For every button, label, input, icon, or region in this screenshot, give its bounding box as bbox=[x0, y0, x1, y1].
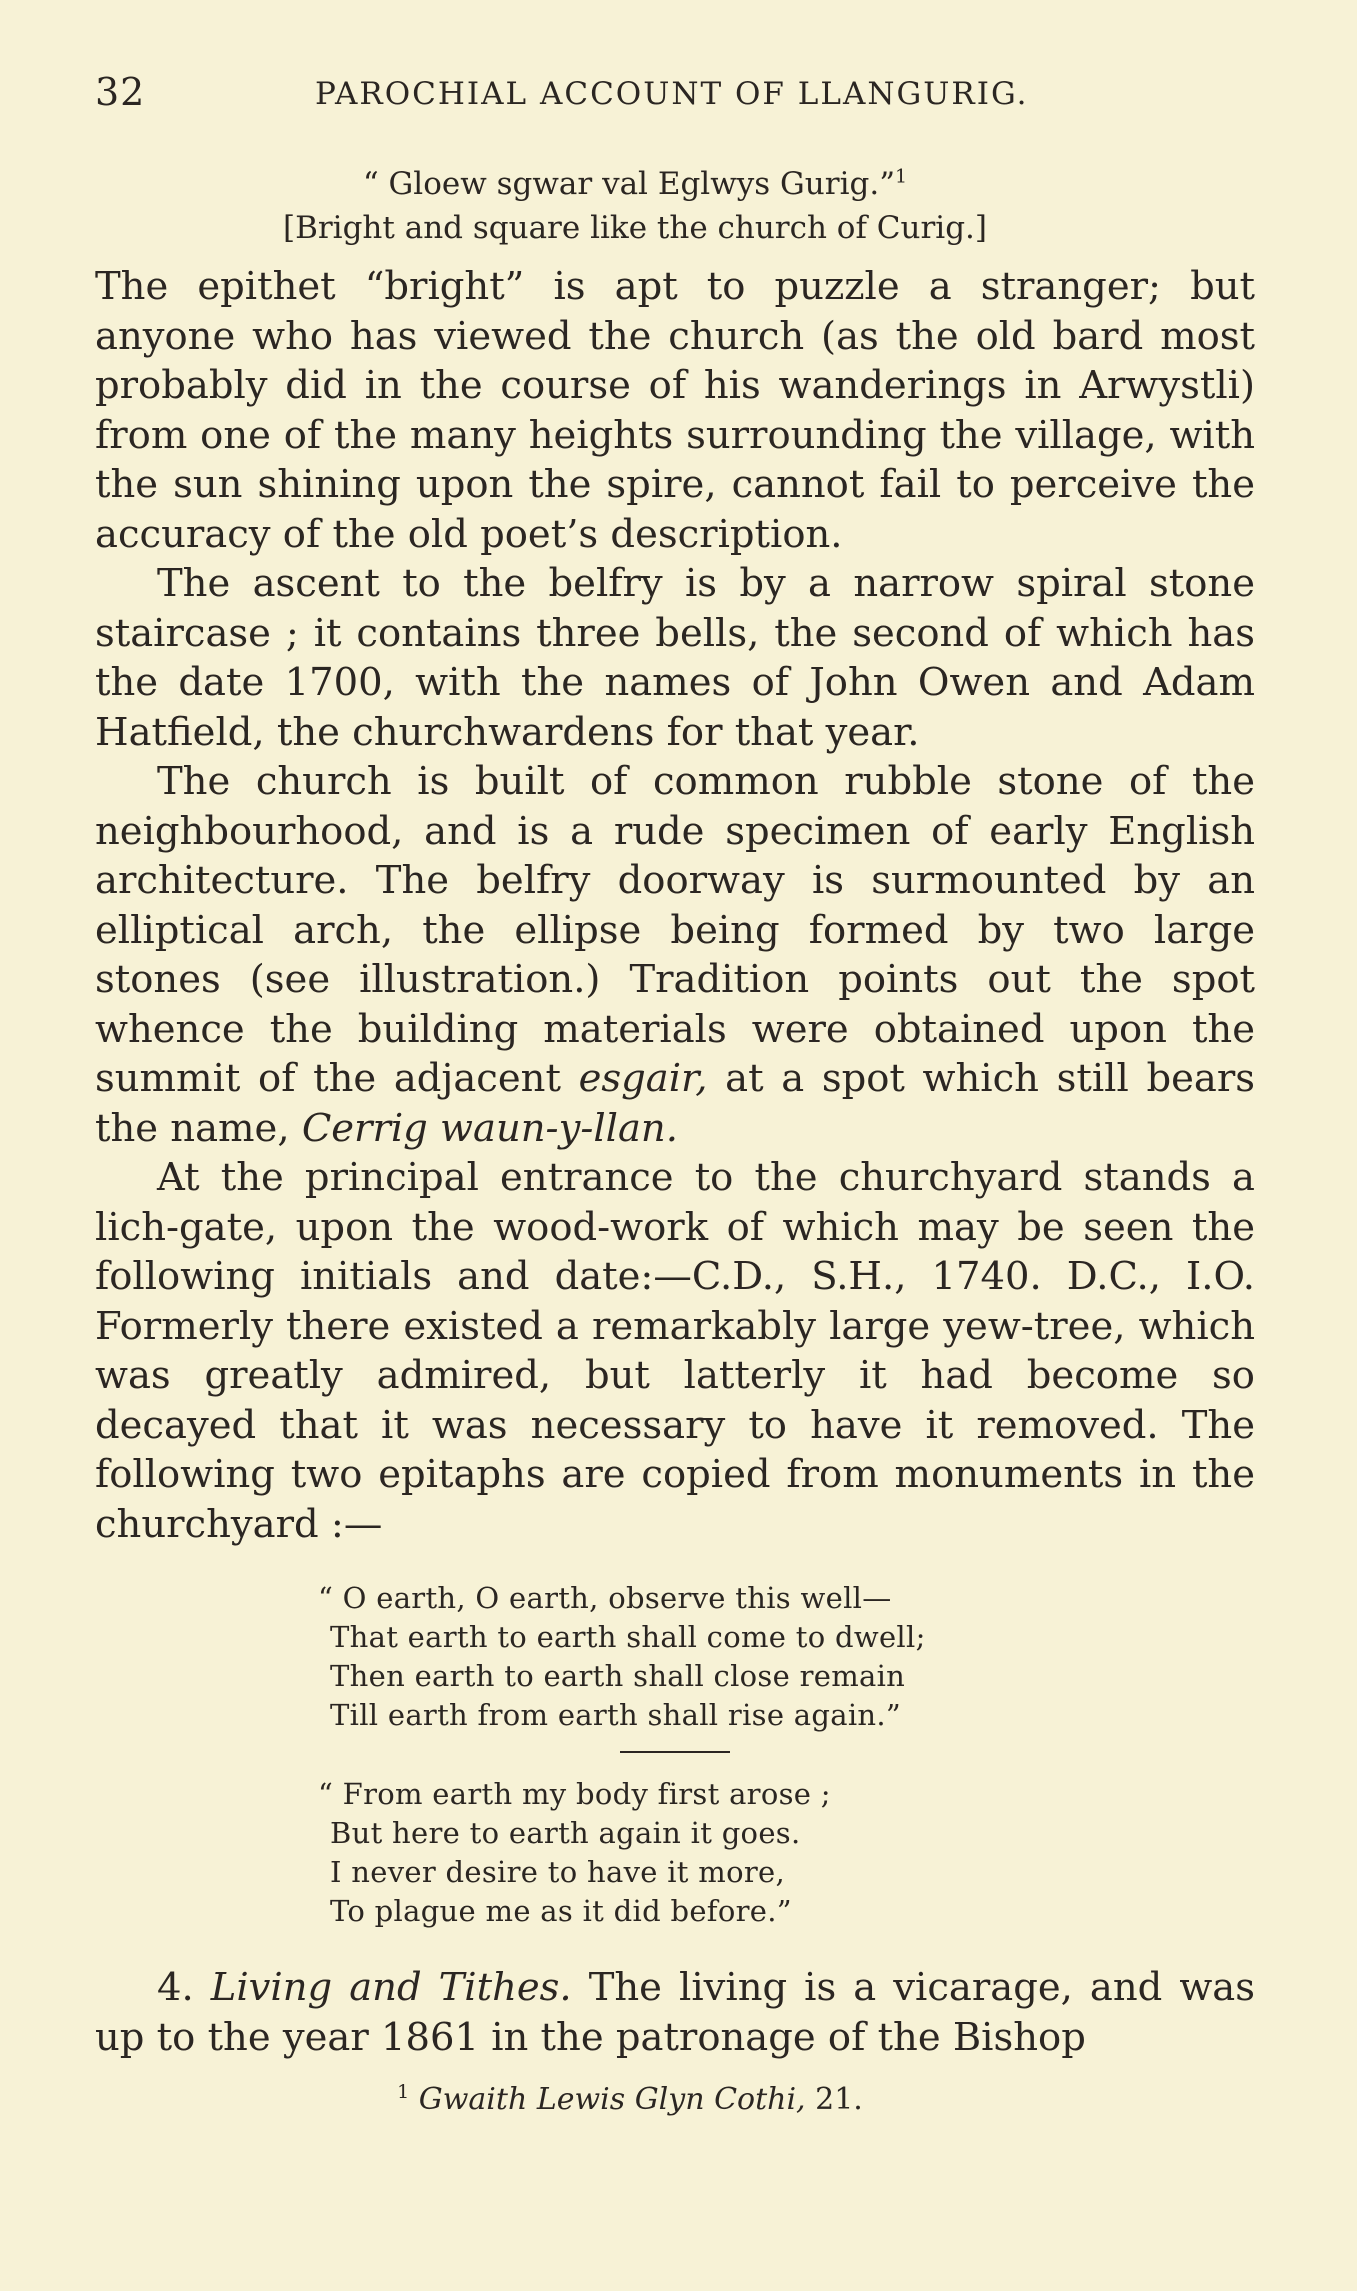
verse-line: But here to earth again it goes. bbox=[330, 1816, 801, 1850]
motto-welsh-line bbox=[95, 162, 1175, 206]
footnote-source: Gwaith Lewis Glyn Cothi, bbox=[418, 2082, 806, 2117]
section-heading: Living and Tithes. bbox=[210, 1965, 572, 2010]
footnote bbox=[95, 2082, 1255, 2117]
paragraph: The ascent to the belfry is by a narrow spiral stone staircase ; it contains three bells, the second of which has the date 1700, with the names of John Owen and Adam Hatfield, the churchwardens for that year. bbox=[95, 561, 1255, 755]
footnote-marker: 1 bbox=[397, 2081, 410, 2103]
running-head bbox=[95, 60, 1255, 120]
welsh-motto bbox=[95, 162, 1255, 250]
verse-line: “ From earth my body first arose ; bbox=[318, 1777, 831, 1811]
section-number: 4. bbox=[157, 1965, 194, 2010]
paragraph: At the principal entrance to the churchyard stands a lich-gate, upon the wood-work of which may be seen the following initials and date:—C.D., S.H., 1740. D.C., I.O. Formerly there existed a remarkably large yew-tree, which was greatly admired, but latterly it had become so decayed that it was necessary to have it removed. The following two epitaphs are copied from monuments in the churchyard :— bbox=[95, 1155, 1255, 1547]
verse-line: That earth to earth shall come to dwell; bbox=[330, 1620, 926, 1654]
motto-english-line: [Bright and square like the church of Curig.] bbox=[282, 210, 988, 246]
verse-line: “ O earth, O earth, observe this well— bbox=[318, 1581, 892, 1615]
epitaph-two bbox=[318, 1775, 1255, 1931]
section-text: The living is a vicarage, and was up to the year 1861 in the patronage of the Bishop bbox=[95, 1965, 1255, 2060]
page-number: 32 bbox=[95, 70, 146, 114]
epitaph-one bbox=[318, 1579, 1255, 1735]
paragraph bbox=[95, 757, 1255, 1153]
running-title: PAROCHIAL ACCOUNT OF LLANGURIG. bbox=[315, 76, 1029, 112]
section-living-and-tithes bbox=[95, 1963, 1255, 2062]
section-paragraph bbox=[95, 1963, 1255, 2062]
verse-line: I never desire to have it more, bbox=[330, 1855, 785, 1889]
body-text bbox=[95, 262, 1255, 1549]
verse-line: To plague me as it did before.” bbox=[330, 1894, 792, 1928]
italic-place-name: Cerrig waun-y-llan. bbox=[301, 1105, 678, 1151]
verse-line: Till earth from earth shall rise again.” bbox=[330, 1698, 902, 1732]
italic-term: esgair, bbox=[578, 1056, 708, 1101]
paragraph-text: The church is built of common rubble stone of the neighbourhood, and is a rude specimen of early English architecture. The belfry doorway is surmounted by an elliptical arch, the ellipse being formed by two large stones (see illustration.) Tradition points out the spot whence the building materials were obtained upon the summit of the adjacent bbox=[95, 759, 1255, 1101]
verse-line: Then earth to earth shall close remain bbox=[330, 1659, 906, 1693]
book-page bbox=[95, 60, 1255, 2117]
paragraph-text: at a spot which still bears the name, bbox=[95, 1056, 1256, 1151]
divider-rule bbox=[620, 1751, 730, 1753]
motto-welsh-text: “ Gloew sgwar val Eglwys Gurig.” bbox=[362, 166, 896, 202]
paragraph: The epithet “bright” is apt to puzzle a stranger; but anyone who has viewed the church (as the old bard most probably did in the course of his wanderings in Arwystli) from one of the many heights surrounding the village, with the sun shining upon the spire, cannot fail to perceive the accuracy of the old poet’s description. bbox=[95, 264, 1255, 557]
footnote-reference: 1 bbox=[895, 165, 908, 188]
footnote-page: 21. bbox=[805, 2082, 863, 2117]
